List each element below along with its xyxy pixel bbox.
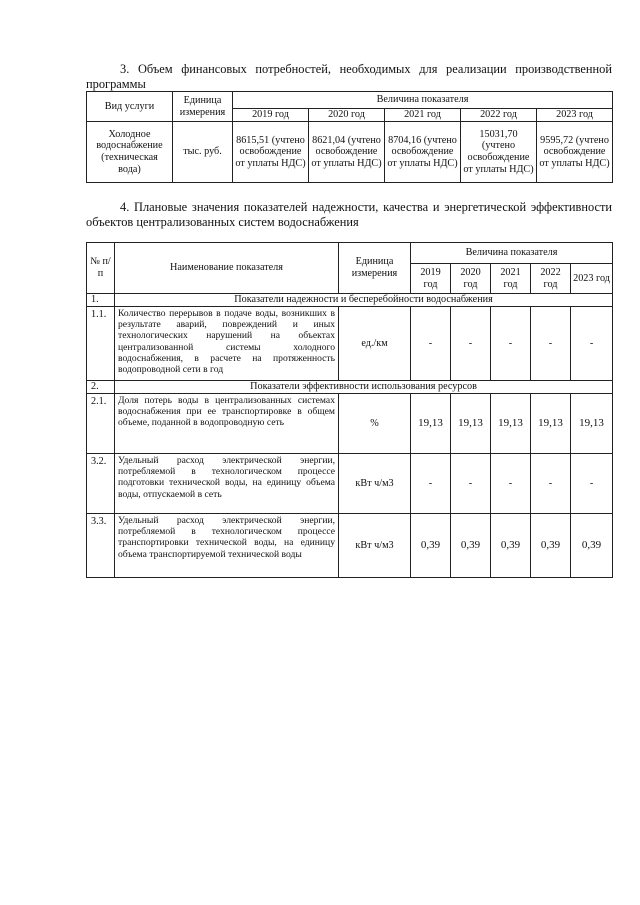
section-title: Показатели надежности и бесперебойности водоснабжения (115, 294, 613, 307)
row-value: 19,13 (571, 394, 613, 454)
row-value: - (531, 454, 571, 514)
row-value: 19,13 (411, 394, 451, 454)
header-name: Наименование показателя (115, 243, 339, 294)
row-name: Удельный расход электрической энергии, потребляемой в технологическом процессе транспортировки технической воды, на единицу объема транспортируемой технической воды (115, 514, 339, 578)
value-cell: 9595,72 (учтено освобождение от уплаты НДС) (537, 122, 613, 183)
row-value: - (411, 307, 451, 381)
row-unit: кВт ч/м3 (339, 454, 411, 514)
row-name: Удельный расход электрической энергии, потребляемой в технологическом процессе подготовки технической воды, на единицу объема воды, отпускаемой в сеть (115, 454, 339, 514)
row-unit: кВт ч/м3 (339, 514, 411, 578)
header-value: Величина показателя (233, 92, 613, 109)
unit-cell: тыс. руб. (173, 122, 233, 183)
header-unit: Единица измерения (339, 243, 411, 294)
header-service: Вид услуги (87, 92, 173, 122)
row-value: 0,39 (571, 514, 613, 578)
row-unit: % (339, 394, 411, 454)
row-value: - (411, 454, 451, 514)
row-value: 0,39 (491, 514, 531, 578)
header-unit: Единица измерения (173, 92, 233, 122)
row-num: 3.2. (87, 454, 115, 514)
year-header: 2022 год (531, 264, 571, 294)
row-name: Количество перерывов в подаче воды, возникших в результате аварий, повреждений и иных технологических нарушений на объектах централизованной системы холодного водоснабжения, в расчете на протяженность водопроводной сети в год (115, 307, 339, 381)
section3-heading (86, 62, 612, 92)
row-num: 3.3. (87, 514, 115, 578)
row-num: 2.1. (87, 394, 115, 454)
value-cell: 8704,16 (учтено освобождение от уплаты НДС) (385, 122, 461, 183)
row-value: - (451, 454, 491, 514)
year-header: 2023 год (537, 109, 613, 122)
year-header: 2019 год (411, 264, 451, 294)
row-name: Доля потерь воды в централизованных системах водоснабжения при ее транспортировке в общем объеме, поданной в водопроводную сеть (115, 394, 339, 454)
service-cell: Холодное водоснабжение (техническая вода) (87, 122, 173, 183)
year-header: 2021 год (385, 109, 461, 122)
year-header: 2021 год (491, 264, 531, 294)
row-value: - (531, 307, 571, 381)
year-header: 2019 год (233, 109, 309, 122)
row-value: - (571, 454, 613, 514)
year-header: 2022 год (461, 109, 537, 122)
section3-heading-text: 3. Объем финансовых потребностей, необходимых для реализации производственной программы (86, 62, 612, 91)
row-value: 0,39 (451, 514, 491, 578)
row-value: 19,13 (531, 394, 571, 454)
row-value: 0,39 (411, 514, 451, 578)
value-cell: 8621,04 (учтено освобождение от уплаты НДС) (309, 122, 385, 183)
financial-needs-table (86, 91, 613, 183)
row-value: 19,13 (491, 394, 531, 454)
year-header: 2020 год (309, 109, 385, 122)
indicators-table (86, 242, 613, 578)
row-value: - (451, 307, 491, 381)
value-cell: 8615,51 (учтено освобождение от уплаты НДС) (233, 122, 309, 183)
year-header: 2023 год (571, 264, 613, 294)
year-header: 2020 год (451, 264, 491, 294)
section4-heading-text: 4. Плановые значения показателей надежности, качества и энергетической эффективности объектов централизованных систем водоснабжения (86, 200, 612, 229)
row-num: 1.1. (87, 307, 115, 381)
section-num: 2. (87, 381, 115, 394)
header-value: Величина показателя (411, 243, 613, 264)
row-value: - (491, 454, 531, 514)
row-value: 19,13 (451, 394, 491, 454)
header-num: № п/п (87, 243, 115, 294)
section-num: 1. (87, 294, 115, 307)
row-unit: ед./км (339, 307, 411, 381)
row-value: - (571, 307, 613, 381)
section-title: Показатели эффективности использования ресурсов (115, 381, 613, 394)
value-cell: 15031,70 (учтено освобождение от уплаты НДС) (461, 122, 537, 183)
row-value: - (491, 307, 531, 381)
row-value: 0,39 (531, 514, 571, 578)
section4-heading (86, 200, 612, 230)
